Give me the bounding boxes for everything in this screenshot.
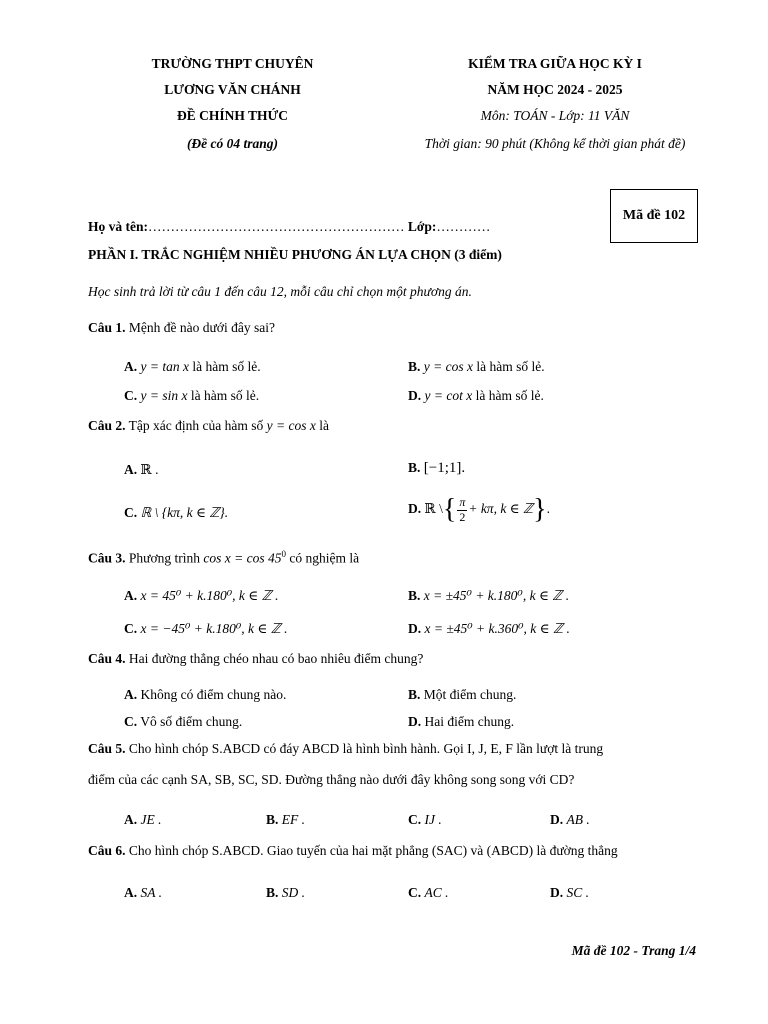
question-6 bbox=[88, 843, 618, 859]
option-text: là hàm số lẻ. bbox=[190, 388, 260, 403]
option-letter: A. bbox=[124, 359, 138, 374]
q3-option-c bbox=[124, 621, 288, 637]
question-2-math: y = cos x bbox=[266, 418, 316, 433]
q6-option-d bbox=[550, 885, 589, 901]
q3-option-a bbox=[124, 588, 278, 604]
option-letter: D. bbox=[408, 714, 422, 729]
option-text: Không có điểm chung nào. bbox=[140, 687, 287, 702]
q5-option-d bbox=[550, 812, 590, 828]
option-math-prefix: ℝ \ bbox=[424, 501, 443, 517]
right-brace: } bbox=[533, 494, 547, 525]
q3-option-d bbox=[408, 621, 570, 637]
option-math: y = cos x bbox=[423, 359, 473, 374]
exam-title: KIỂM TRA GIỮA HỌC KỲ I bbox=[468, 56, 642, 71]
option-math: JE . bbox=[140, 812, 162, 827]
option-letter: C. bbox=[408, 812, 422, 827]
q2-option-a bbox=[124, 462, 158, 478]
option-letter: C. bbox=[124, 505, 138, 520]
exam-code-box: Mã đề 102 bbox=[610, 189, 698, 243]
option-letter: A. bbox=[124, 462, 138, 477]
q1-option-b bbox=[408, 359, 545, 375]
subject-line: Môn: TOÁN - Lớp: 11 VĂN bbox=[480, 108, 630, 123]
option-letter: A. bbox=[124, 687, 138, 702]
option-letter: C. bbox=[124, 388, 138, 403]
q2-option-c bbox=[124, 505, 228, 521]
q5-option-b bbox=[266, 812, 305, 828]
official-label: ĐỀ CHÍNH THỨC bbox=[176, 108, 288, 123]
school-name-line1: TRƯỜNG THPT CHUYÊN bbox=[151, 56, 314, 71]
q4-option-a bbox=[124, 687, 286, 703]
option-text: Hai điểm chung. bbox=[424, 714, 515, 729]
option-math: y = sin x bbox=[140, 388, 188, 403]
option-letter: D. bbox=[408, 501, 422, 517]
q5-option-c bbox=[408, 812, 442, 828]
option-letter: B. bbox=[408, 359, 421, 374]
question-2 bbox=[88, 418, 329, 434]
question-1 bbox=[88, 320, 275, 336]
option-letter: A. bbox=[124, 812, 138, 827]
q5-option-a bbox=[124, 812, 162, 828]
option-math: SC . bbox=[566, 885, 590, 900]
question-5-text: Cho hình chóp S.ABCD có đáy ABCD là hình bình hành. Gọi I, J, E, F lần lượt là trung bbox=[128, 741, 604, 756]
option-math: EF . bbox=[281, 812, 306, 827]
class-label: Lớp: bbox=[407, 219, 437, 234]
option-letter: B. bbox=[408, 460, 421, 475]
q2-option-b bbox=[408, 460, 465, 477]
option-letter: B. bbox=[266, 812, 279, 827]
option-letter: B. bbox=[266, 885, 279, 900]
option-math-suffix: + kπ, k ∈ ℤ bbox=[468, 501, 534, 517]
degree-mark: 0 bbox=[281, 549, 286, 559]
question-2-label: Câu 2. bbox=[88, 418, 126, 433]
class-dots: ………… bbox=[436, 219, 491, 234]
question-5-label: Câu 5. bbox=[88, 741, 126, 756]
option-letter: D. bbox=[408, 388, 422, 403]
option-letter: C. bbox=[124, 714, 138, 729]
q1-option-d bbox=[408, 388, 544, 404]
option-math: x = ±45⁰ + k.180⁰, k ∈ ℤ . bbox=[423, 588, 570, 603]
option-text: Một điểm chung. bbox=[423, 687, 517, 702]
fraction-numerator: π bbox=[459, 495, 466, 510]
option-letter: C. bbox=[408, 885, 422, 900]
q6-option-c bbox=[408, 885, 449, 901]
option-math: x = 45⁰ + k.180⁰, k ∈ ℤ . bbox=[140, 588, 279, 603]
q1-option-a bbox=[124, 359, 261, 375]
q4-option-b bbox=[408, 687, 516, 703]
option-text: là hàm số lẻ. bbox=[475, 388, 544, 403]
q6-option-a bbox=[124, 885, 162, 901]
question-5-line1 bbox=[88, 741, 603, 757]
name-dots: ………………………………………………… bbox=[148, 219, 405, 234]
section-title: PHẦN I. TRẮC NGHIỆM NHIỀU PHƯƠNG ÁN LỰA CHỌN (3 điểm) bbox=[88, 247, 502, 262]
option-letter: A. bbox=[124, 588, 138, 603]
question-6-text: Cho hình chóp S.ABCD. Giao tuyến của hai mặt phẳng (SAC) và (ABCD) là đường thẳng bbox=[128, 843, 618, 858]
time-line: Thời gian: 90 phút (Không kể thời gian phát đề) bbox=[424, 136, 686, 151]
option-letter: A. bbox=[124, 885, 138, 900]
question-1-label: Câu 1. bbox=[88, 320, 126, 335]
option-math: IJ . bbox=[424, 812, 442, 827]
option-letter: D. bbox=[408, 621, 422, 636]
question-3-tail: có nghiệm là bbox=[289, 550, 360, 566]
question-3-label: Câu 3. bbox=[88, 550, 126, 566]
question-2-tail: là bbox=[319, 418, 329, 433]
pages-note: (Đề có 04 trang) bbox=[186, 136, 279, 151]
fraction-denominator: 2 bbox=[459, 509, 466, 524]
option-math: ℝ . bbox=[140, 462, 159, 477]
question-2-text: Tập xác định của hàm số bbox=[128, 418, 264, 433]
option-letter: B. bbox=[408, 588, 421, 603]
option-math: [−1;1]. bbox=[423, 460, 466, 476]
question-3-text: Phương trình bbox=[128, 550, 200, 566]
option-math: AC . bbox=[424, 885, 449, 900]
pi-over-2-fraction bbox=[457, 496, 467, 523]
page-footer: Mã đề 102 - Trang 1/4 bbox=[571, 943, 696, 958]
question-5-line2: điểm của các cạnh SA, SB, SC, SD. Đường thẳng nào dưới đây không song song với CD? bbox=[88, 772, 575, 787]
question-4-label: Câu 4. bbox=[88, 651, 126, 666]
option-math: x = −45⁰ + k.180⁰, k ∈ ℤ . bbox=[140, 621, 288, 636]
q3-option-b bbox=[408, 588, 569, 604]
option-letter: B. bbox=[408, 687, 421, 702]
q6-option-b bbox=[266, 885, 305, 901]
option-text: là hàm số lẻ. bbox=[476, 359, 545, 374]
option-letter: D. bbox=[550, 885, 564, 900]
option-math: x = ±45⁰ + k.360⁰, k ∈ ℤ . bbox=[424, 621, 570, 636]
question-3 bbox=[88, 549, 359, 567]
question-6-label: Câu 6. bbox=[88, 843, 126, 858]
q1-option-c bbox=[124, 388, 259, 404]
option-text: là hàm số lẻ. bbox=[192, 359, 261, 374]
option-math: y = cot x bbox=[424, 388, 473, 403]
option-math: ℝ \ {kπ, k ∈ ℤ}. bbox=[140, 505, 229, 520]
question-3-math: cos x = cos 45 bbox=[203, 550, 282, 566]
option-letter: C. bbox=[124, 621, 138, 636]
option-letter: D. bbox=[550, 812, 564, 827]
q2-option-d: D. ℝ \{ $\frac{\pi}{2}$ + kπ, k ∈ ℤ}. bbox=[408, 494, 550, 525]
question-4-text: Hai đường thẳng chéo nhau có bao nhiêu điểm chung? bbox=[128, 651, 424, 666]
option-math: SA . bbox=[140, 885, 163, 900]
school-year: NĂM HỌC 2024 - 2025 bbox=[487, 82, 623, 97]
q4-option-c bbox=[124, 714, 242, 730]
option-text: Vô số điểm chung. bbox=[140, 714, 243, 729]
option-math: SD . bbox=[281, 885, 306, 900]
question-1-text: Mệnh đề nào dưới đây sai? bbox=[128, 320, 275, 335]
left-brace: { bbox=[442, 494, 457, 525]
student-info-line bbox=[88, 219, 490, 235]
option-math: AB . bbox=[566, 812, 590, 827]
q4-option-d bbox=[408, 714, 514, 730]
section-instruction: Học sinh trả lời từ câu 1 đến câu 12, mỗi câu chỉ chọn một phương án. bbox=[88, 284, 472, 299]
name-label: Họ và tên: bbox=[88, 219, 148, 234]
question-4 bbox=[88, 651, 423, 667]
option-math: y = tan x bbox=[140, 359, 189, 374]
school-name-line2: LƯƠNG VĂN CHÁNH bbox=[164, 82, 301, 97]
